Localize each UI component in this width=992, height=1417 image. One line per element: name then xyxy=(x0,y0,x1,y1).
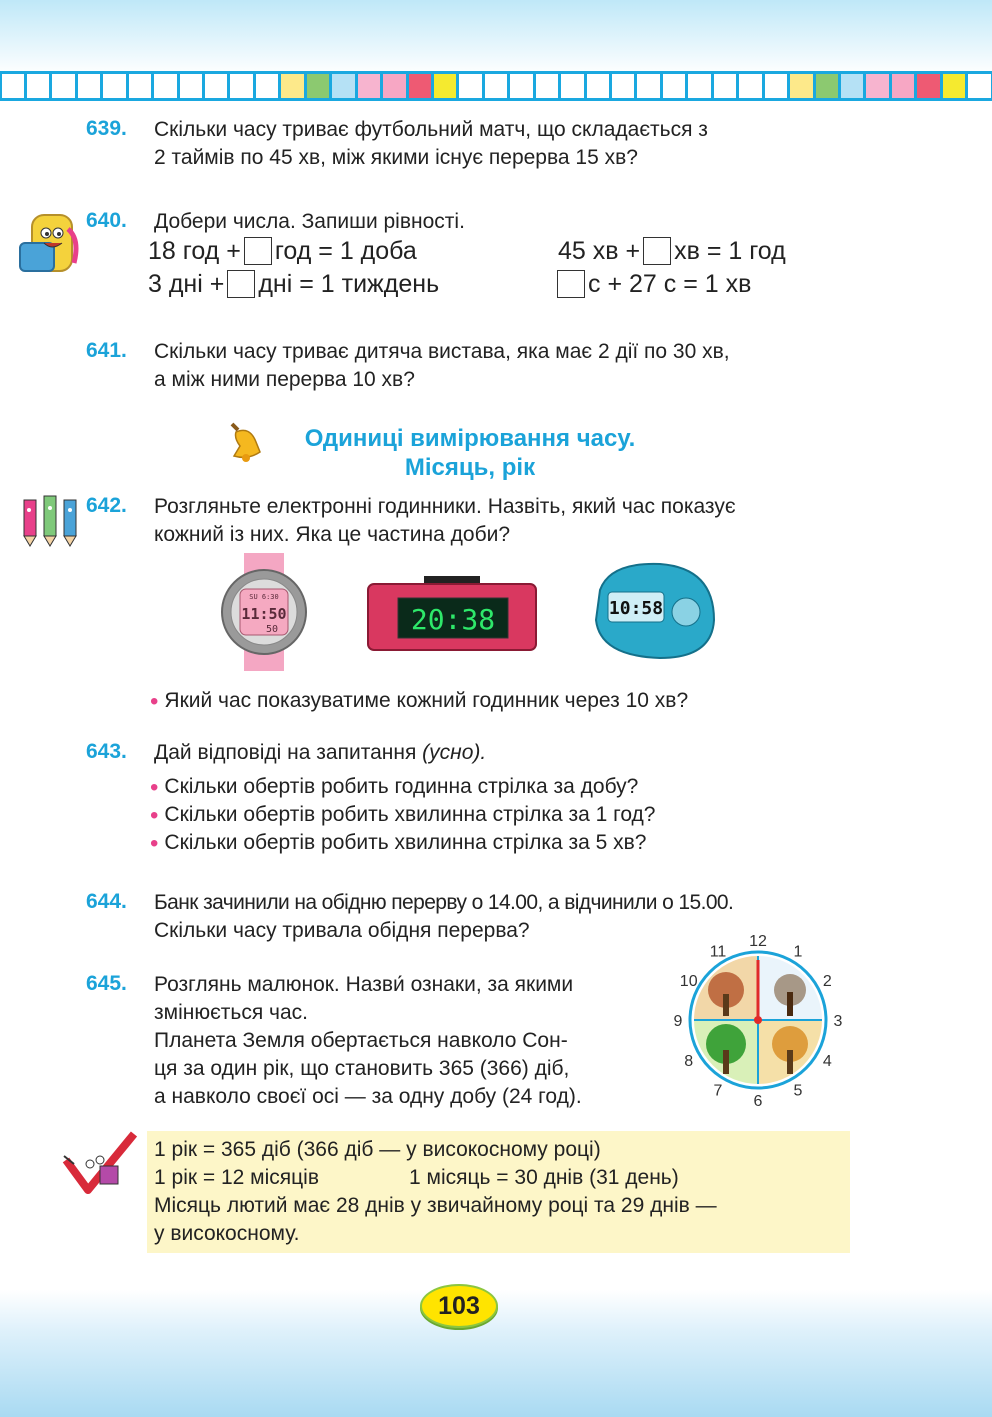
dial-number: 7 xyxy=(713,1082,723,1100)
wristwatch-image xyxy=(218,553,310,671)
stripe-cell xyxy=(180,74,202,98)
dial-number: 4 xyxy=(822,1053,832,1070)
stripe-cell xyxy=(612,74,634,98)
problem-640-intro: Добери числа. Запиши рівності. xyxy=(154,210,465,233)
stripe-cell xyxy=(78,74,100,98)
stripe-cell xyxy=(587,74,609,98)
dial-number: 11 xyxy=(709,943,727,961)
problem-number-639: 639. xyxy=(86,117,127,140)
problem-642-line1: Розгляньте електронні годинники. Назвіть, який час показує xyxy=(154,495,736,518)
problem-644-line1: Банк зачинили на обідню перерву о 14.00, а відчинили о 15.00. xyxy=(154,891,734,914)
watch-time-readout: 11:50 xyxy=(241,605,287,623)
problem-643-intro-italic: (усно). xyxy=(422,741,487,764)
problem-number-645: 645. xyxy=(86,972,127,995)
problem-641-line2: а між ними перерва 10 хв? xyxy=(154,368,415,391)
dial-number: 5 xyxy=(793,1082,803,1100)
stripe-cell xyxy=(739,74,761,98)
stripe-cell xyxy=(154,74,176,98)
stripe-cell xyxy=(866,74,888,98)
stripe-cell xyxy=(129,74,151,98)
problem-642-bullet: • Який час показуватиме кожний годинник через 10 хв? xyxy=(150,687,688,716)
problem-643-item: • Скільки обертів робить хвилинна стрілка за 1 год? xyxy=(150,801,656,830)
dial-number: 2 xyxy=(822,973,832,990)
stripe-cell xyxy=(281,74,303,98)
stripe-cell xyxy=(256,74,278,98)
info-line-1: 1 рік = 365 діб (366 діб — у високосному році) xyxy=(154,1138,601,1161)
backpack-icon xyxy=(18,209,82,275)
dial-number: 12 xyxy=(749,933,767,950)
dial-number: 8 xyxy=(684,1053,694,1070)
blue-clock-image xyxy=(590,560,718,662)
problem-number-643: 643. xyxy=(86,740,127,763)
info-line-4: у високосному. xyxy=(154,1222,300,1245)
stripe-cell xyxy=(27,74,49,98)
problem-641-line1: Скільки часу триває дитяча вистава, яка має 2 дії по 30 хв, xyxy=(154,340,730,363)
problem-645-line: Розглянь малюнок. Назви́ ознаки, за якими xyxy=(154,973,574,996)
problem-643-intro-text: Дай відповіді на запитання xyxy=(154,741,417,764)
info-line-2b: 1 місяць = 30 днів (31 день) xyxy=(409,1166,679,1189)
alarm-clock-readout: 20:38 xyxy=(410,603,496,636)
problem-643-item: • Скільки обертів робить годинна стрілка за добу? xyxy=(150,773,638,802)
problem-number-640: 640. xyxy=(86,209,127,232)
stripe-cell xyxy=(561,74,583,98)
answer-box-2[interactable] xyxy=(643,237,671,265)
stripe-cell xyxy=(714,74,736,98)
equation-3-left: 3 дні + xyxy=(148,270,225,298)
problem-639-line2: 2 таймів по 45 хв, між якими існує перерва 15 хв? xyxy=(154,146,638,169)
answer-box-1[interactable] xyxy=(244,237,272,265)
section-heading-line1: Одиниці вимірювання часу. xyxy=(304,425,636,452)
dial-number: 9 xyxy=(673,1013,683,1030)
stripe-cell xyxy=(536,74,558,98)
problem-643-intro xyxy=(154,739,486,767)
problem-number-641: 641. xyxy=(86,339,127,362)
dial-number: 3 xyxy=(833,1013,843,1030)
stripe-cell xyxy=(790,74,812,98)
dial-number: 1 xyxy=(793,943,803,961)
equation-1-left: 18 год + xyxy=(148,237,241,265)
stripe-cell xyxy=(409,74,431,98)
stripe-cell xyxy=(637,74,659,98)
stripe-cell xyxy=(917,74,939,98)
equation-1 xyxy=(148,237,417,265)
stripe-cell xyxy=(307,74,329,98)
problem-639-line1: Скільки часу триває футбольний матч, що складається з xyxy=(154,118,708,141)
stripe-cell xyxy=(2,74,24,98)
stripe-cell xyxy=(816,74,838,98)
equation-2-right: хв = 1 год xyxy=(674,237,786,265)
problem-642-line2: кожний із них. Яка це частина доби? xyxy=(154,523,511,546)
problem-645-line: Планета Земля обертається навколо Сон- xyxy=(154,1029,568,1052)
stripe-cell xyxy=(688,74,710,98)
stripe-cell xyxy=(205,74,227,98)
info-line-2a: 1 рік = 12 місяців xyxy=(154,1166,319,1189)
stripe-cell xyxy=(765,74,787,98)
problem-number-642: 642. xyxy=(86,494,127,517)
problem-644-line2: Скільки часу тривала обідня перерва? xyxy=(154,919,530,942)
stripe-cell xyxy=(459,74,481,98)
stripe-cell xyxy=(485,74,507,98)
checkmark-character-icon xyxy=(60,1130,140,1196)
equation-4 xyxy=(554,270,751,298)
seasons-clock-image xyxy=(670,932,850,1112)
decorative-stripe xyxy=(0,71,992,101)
stripe-cell xyxy=(52,74,74,98)
watch-top-readout: SU 6:30 xyxy=(249,593,279,601)
stripe-cell xyxy=(434,74,456,98)
answer-box-4[interactable] xyxy=(557,270,585,298)
blue-clock-readout: 10:58 xyxy=(608,598,664,619)
stripe-cell xyxy=(103,74,125,98)
page-number: 103 xyxy=(420,1284,498,1328)
stripe-cell xyxy=(358,74,380,98)
equation-3 xyxy=(148,270,439,298)
equation-4-right: с + 27 с = 1 хв xyxy=(588,270,752,298)
equation-2 xyxy=(558,237,786,265)
dial-number: 10 xyxy=(679,973,698,990)
stripe-cell xyxy=(663,74,685,98)
equation-2-left: 45 хв + xyxy=(558,237,641,265)
equation-1-right: год = 1 доба xyxy=(274,237,417,265)
stripe-cell xyxy=(230,74,252,98)
problem-643-item: • Скільки обертів робить хвилинна стрілка за 5 хв? xyxy=(150,829,646,858)
problem-number-644: 644. xyxy=(86,890,127,913)
info-line-3: Місяць лютий має 28 днів у звичайному році та 29 днів — xyxy=(154,1194,717,1217)
watch-seconds-readout: 50 xyxy=(265,624,279,635)
section-heading-line2: Місяць, рік xyxy=(404,454,536,481)
stripe-cell xyxy=(510,74,532,98)
stripe-cell xyxy=(968,74,990,98)
problem-645-line: змінюється час. xyxy=(154,1001,309,1024)
stripe-cell xyxy=(892,74,914,98)
problem-645-line: а навколо своєї осі — за одну добу (24 год). xyxy=(154,1085,582,1108)
red-alarm-clock-image xyxy=(364,574,540,654)
pencils-icon xyxy=(20,490,82,548)
dial-number: 6 xyxy=(753,1093,763,1110)
stripe-cell xyxy=(943,74,965,98)
problem-645-line: ця за один рік, що становить 365 (366) діб, xyxy=(154,1057,570,1080)
equation-3-right: дні = 1 тиждень xyxy=(258,270,440,298)
answer-box-3[interactable] xyxy=(227,270,255,298)
stripe-cell xyxy=(841,74,863,98)
stripe-cell xyxy=(332,74,354,98)
stripe-cell xyxy=(383,74,405,98)
